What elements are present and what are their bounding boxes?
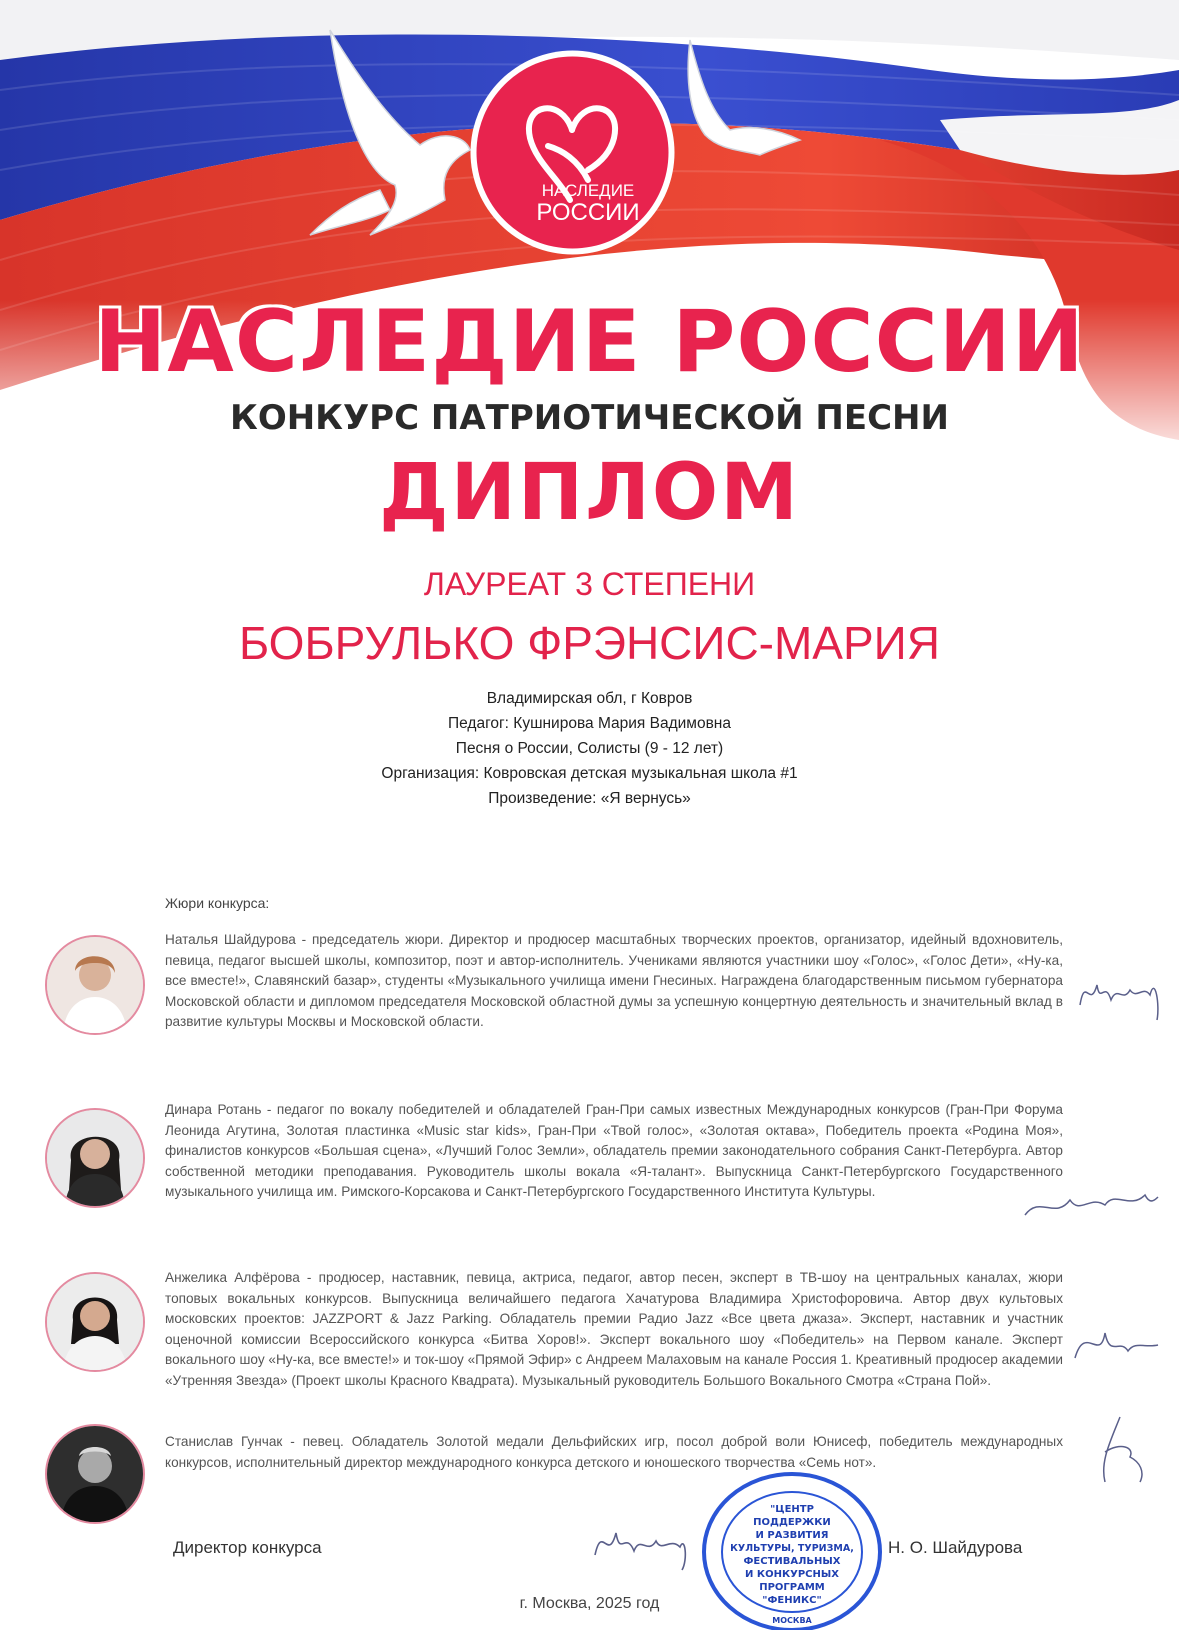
award-degree: ЛАУРЕАТ 3 СТЕПЕНИ: [423, 566, 756, 602]
detail-work: Произведение: «Я вернусь»: [488, 790, 691, 807]
nasledie-rossii-logo: [470, 50, 675, 255]
stamp-line: ФЕСТИВАЛЬНЫХ: [743, 1556, 841, 1567]
signature-icon: [1070, 1313, 1160, 1373]
detail-region: Владимирская обл, г Ковров: [486, 690, 693, 707]
detail-organization: Организация: Ковровская детская музыкальная школа #1: [381, 765, 798, 782]
logo-text-line2: РОССИИ: [536, 199, 640, 226]
signature-icon: [1080, 1412, 1160, 1492]
stamp-line: КУЛЬТУРЫ, ТУРИЗМА,: [730, 1543, 854, 1554]
stamp-line: "ЦЕНТР: [770, 1504, 814, 1515]
diploma-heading: ДИПЛОМ: [379, 448, 800, 538]
signature-icon: [1020, 1175, 1160, 1225]
competition-title: НАСЛЕДИЕ РОССИИ: [94, 292, 1085, 392]
stamp-line: "ФЕНИКС": [762, 1595, 822, 1606]
stamp-line: И РАЗВИТИЯ: [755, 1530, 829, 1541]
stamp-line: ПОДДЕРЖКИ: [753, 1517, 831, 1528]
jury-bio: Наталья Шайдурова - председатель жюри. Директор и продюсер масштабных творческих проектов, организатор, идейный вдохновитель, певица, педагог высшей школы, композитор, поэт и автор-исполнитель. Учениками являются участники шоу «Голос», «Голос Дети», «Ну-ка, все вместе!», Славянский базар», студенты «Музыкального училища имени Гнесиных. Награждена благодарственным письмом губернатора Московской области и дипломом председателя Московской областной думы за успешную концертную деятельность и значительный вклад в развитие культуры Москвы и Московской области.: [165, 932, 1063, 1029]
avatar: [45, 935, 145, 1035]
detail-category: Песня о России, Солисты (9 - 12 лет): [455, 740, 724, 757]
jury-heading: Жюри конкурса:: [165, 895, 270, 911]
footer-place-date: г. Москва, 2025 год: [519, 1595, 660, 1612]
director-label: Директор конкурса: [173, 1538, 322, 1557]
avatar: [45, 1424, 145, 1524]
detail-teacher: Педагог: Кушнирова Мария Вадимовна: [448, 715, 731, 732]
avatar: [45, 1108, 145, 1208]
director-name: Н. О. Шайдурова: [888, 1538, 1023, 1557]
stamp-line: ПРОГРАММ: [759, 1582, 825, 1593]
jury-bio: Динара Ротань - педагог по вокалу победителей и обладателей Гран-При самых известных Международных конкурсов (Гран-При Форума Леонида Агутина, Золотая пластинка «Music star kids», Гран-При «Твой голос», «Золотая октава», Победитель проекта «Родина Моя», финалистов конкурсов «Большая сцена», «Лучший Голос Земли», обладатель премии законодательного собрания Санкт-Петербурга. Автор собственной методики преподавания. Руководитель школы вокала «Я-талант». Выпускница Санкт-Петербургского Государственного музыкального училища им. Римского-Корсакова и Санкт-Петербургского Государственного Института Культуры.: [165, 1102, 1063, 1199]
competition-subtitle: КОНКУРС ПАТРИОТИЧЕСКОЙ ПЕСНИ: [230, 398, 949, 438]
avatar: [45, 1272, 145, 1372]
jury-bio: Анжелика Алфёрова - продюсер, наставник, певица, актриса, педагог, автор песен, эксперт в ТВ-шоу на центральных каналах, жюри топовых вокальных конкурсов. Выпускница величайшего педагога Хачатурова Владимира Христофоровича. Автор двух культовых московских проектов: JAZZPORT & Jazz Parking. Обладатель премии Радио Jazz «Все цвета джаза». Эксперт, наставник и участник оценочной комиссии Всероссийского конкурса «Битва Хоров!». Эксперт вокального шоу «Победитель» на Первом канале. Эксперт вокального шоу «Ну-ка, все вместе!» и ток-шоу «Прямой Эфир» с Андреем Малаховым на канале Россия 1. Креативный продюсер академии «Утренняя Звезда» (Проект школы Красного Квадрата). Музыкальный руководитель Большого Вокального Смотра «Страна Пой».: [165, 1270, 1063, 1388]
winner-name: БОБРУЛЬКО ФРЭНСИС-МАРИЯ: [239, 617, 940, 669]
director-signature-icon: [590, 1515, 690, 1575]
signature-icon: [1075, 965, 1165, 1025]
stamp-line: И КОНКУРСНЫХ: [745, 1569, 839, 1580]
stamp-city: МОСКВА: [772, 1616, 812, 1625]
participant-details: [0, 686, 1179, 811]
logo-text-line1: НАСЛЕДИЕ: [541, 181, 635, 200]
jury-bio: Станислав Гунчак - певец. Обладатель Золотой медали Дельфийских игр, посол доброй воли Юнисеф, победитель международных конкурсов, исполнительный директор международного конкурса детского и юношеского творчества «Семь нот».: [165, 1434, 1063, 1470]
